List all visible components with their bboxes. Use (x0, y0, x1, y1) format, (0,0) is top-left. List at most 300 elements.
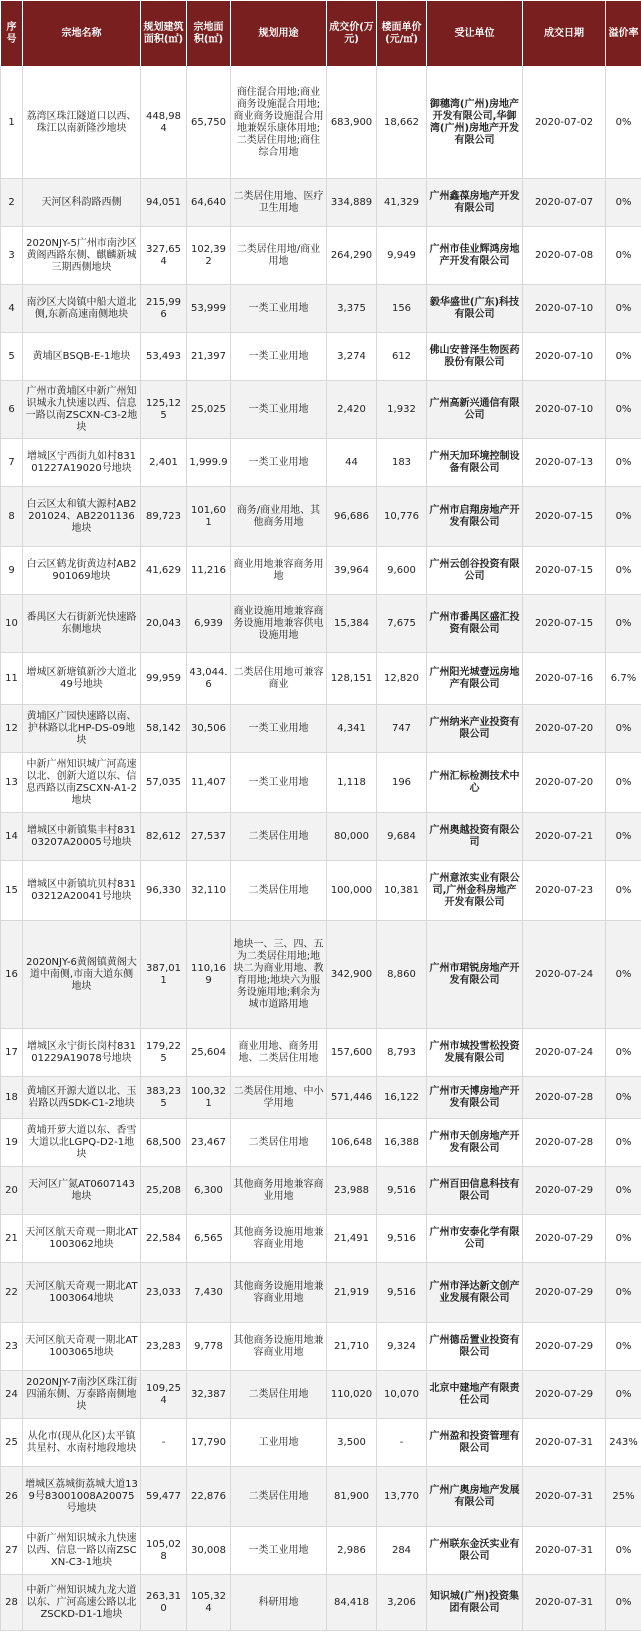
deal-price-cell: 334,889 (327, 179, 377, 227)
deal-date-cell: 2020-07-29 (523, 1215, 606, 1263)
land-name-cell: 增城区中新镇坑贝村83103212A20041号地块 (23, 861, 141, 921)
land-area-cell: 43,044.6 (187, 653, 231, 705)
table-row (1, 487, 641, 547)
deal-price-cell: 3,500 (327, 1419, 377, 1467)
unit-price-cell: 10,776 (377, 487, 427, 547)
planned-area-cell: 327,654 (141, 227, 187, 285)
table-row (1, 547, 641, 595)
planned-use-cell: 商业设施用地兼容商务设施用地兼容供电设施用地 (231, 595, 327, 653)
planned-use-cell: 二类居住用地、医疗卫生用地 (231, 179, 327, 227)
planned-area-cell: 215,996 (141, 285, 187, 333)
premium-rate-cell: 0% (606, 1029, 641, 1077)
planned-use-cell: 一类工业用地 (231, 381, 327, 439)
deal-date-cell: 2020-07-29 (523, 1263, 606, 1323)
row-index: 4 (1, 285, 23, 333)
land-name-cell: 天河区航天奇观一期北AT1003065地块 (23, 1323, 141, 1371)
planned-area-cell: 23,033 (141, 1263, 187, 1323)
row-index: 27 (1, 1527, 23, 1575)
table-row (1, 921, 641, 1029)
premium-rate-cell: 0% (606, 381, 641, 439)
row-index: 2 (1, 179, 23, 227)
planned-area-cell: 96,330 (141, 861, 187, 921)
land-area-cell: 100,321 (187, 1077, 231, 1119)
row-index: 28 (1, 1575, 23, 1631)
planned-use-cell: 商业用地兼容商务用地 (231, 547, 327, 595)
deal-date-cell: 2020-07-02 (523, 67, 606, 179)
planned-area-cell: 82,612 (141, 813, 187, 861)
table-row (1, 813, 641, 861)
table-row (1, 1119, 641, 1167)
land-name-cell: 2020NJY-7南沙区珠江街四涌东侧、万泰路南侧地块 (23, 1371, 141, 1419)
table-row (1, 861, 641, 921)
planned-use-cell: 二类居住用地、中小学用地 (231, 1077, 327, 1119)
deal-date-cell: 2020-07-16 (523, 653, 606, 705)
buyer-cell: 广州市城投雪松投资发展有限公司 (427, 1029, 523, 1077)
land-name-cell: 中新广州知识城九龙大道以东、广河高速公路以北ZSCKD-D1-1地块 (23, 1575, 141, 1631)
unit-price-cell: 156 (377, 285, 427, 333)
planned-use-cell: 一类工业用地 (231, 333, 327, 381)
premium-rate-cell: 0% (606, 487, 641, 547)
unit-price-cell: 16,122 (377, 1077, 427, 1119)
planned-area-cell: 383,235 (141, 1077, 187, 1119)
deal-price-cell: 81,900 (327, 1467, 377, 1527)
unit-price-cell: 1,932 (377, 381, 427, 439)
land-area-cell: 6,300 (187, 1167, 231, 1215)
deal-price-cell: 100,000 (327, 861, 377, 921)
land-area-cell: 32,110 (187, 861, 231, 921)
land-name-cell: 2020NJY-6黄阁镇黄阁大道中南侧,市南大道东侧地块 (23, 921, 141, 1029)
table-row (1, 67, 641, 179)
land-area-cell: 7,430 (187, 1263, 231, 1323)
deal-price-cell: 21,919 (327, 1263, 377, 1323)
premium-rate-cell: 0% (606, 285, 641, 333)
unit-price-cell: 612 (377, 333, 427, 381)
table-row (1, 1263, 641, 1323)
planned-use-cell: 商住混合用地;商业商务设施混合用地;商业商务设施混合用地兼娱乐康体用地;二类居住用地;商住综合用地 (231, 67, 327, 179)
land-area-cell: 6,565 (187, 1215, 231, 1263)
premium-rate-cell: 0% (606, 1371, 641, 1419)
unit-price-cell: 8,793 (377, 1029, 427, 1077)
buyer-cell: 广州天加环境控制设备有限公司 (427, 439, 523, 487)
buyer-cell: 广州高新兴通信有限公司 (427, 381, 523, 439)
deal-date-cell: 2020-07-31 (523, 1575, 606, 1631)
planned-area-cell: 57,035 (141, 753, 187, 813)
unit-price-cell: 41,329 (377, 179, 427, 227)
deal-price-cell: 264,290 (327, 227, 377, 285)
header-premium-rate: 溢价率 (606, 1, 641, 67)
land-name-cell: 2020NJY-5广州市南沙区黄阁西路东侧、麒麟新城三期西侧地块 (23, 227, 141, 285)
land-area-cell: 27,537 (187, 813, 231, 861)
deal-date-cell: 2020-07-10 (523, 285, 606, 333)
premium-rate-cell: 0% (606, 1263, 641, 1323)
land-name-cell: 荔湾区珠江隧道口以西、珠江以南新隆沙地块 (23, 67, 141, 179)
deal-date-cell: 2020-07-21 (523, 813, 606, 861)
land-area-cell: 65,750 (187, 67, 231, 179)
premium-rate-cell: 6.7% (606, 653, 641, 705)
buyer-cell: 广州市珺锐房地产开发有限公司 (427, 921, 523, 1029)
deal-price-cell: 106,648 (327, 1119, 377, 1167)
deal-price-cell: 84,418 (327, 1575, 377, 1631)
buyer-cell: 广州鑫葆房地产开发有限公司 (427, 179, 523, 227)
land-area-cell: 102,392 (187, 227, 231, 285)
premium-rate-cell: 0% (606, 813, 641, 861)
land-name-cell: 白云区鹤龙街黄边村AB2901069地块 (23, 547, 141, 595)
land-name-cell: 黄埔区BSQB-E-1地块 (23, 333, 141, 381)
unit-price-cell: 16,388 (377, 1119, 427, 1167)
deal-date-cell: 2020-07-15 (523, 487, 606, 547)
buyer-cell: 毅华盛世(广东)科技有限公司 (427, 285, 523, 333)
row-index: 10 (1, 595, 23, 653)
row-index: 7 (1, 439, 23, 487)
planned-use-cell: 二类居住用地可兼容商业 (231, 653, 327, 705)
premium-rate-cell: 25% (606, 1467, 641, 1527)
row-index: 17 (1, 1029, 23, 1077)
deal-date-cell: 2020-07-23 (523, 861, 606, 921)
deal-price-cell: 683,900 (327, 67, 377, 179)
header-unit-price: 楼面单价(元/㎡) (377, 1, 427, 67)
land-name-cell: 黄埔区广园快速路以南、护林路以北HP-DS-09地块 (23, 705, 141, 753)
planned-area-cell: 41,629 (141, 547, 187, 595)
premium-rate-cell: 0% (606, 547, 641, 595)
buyer-cell: 御穗湾(广州)房地产开发有限公司,华御湾(广州)房地产开发有限公司 (427, 67, 523, 179)
unit-price-cell: 9,600 (377, 547, 427, 595)
premium-rate-cell: 0% (606, 179, 641, 227)
premium-rate-cell: 0% (606, 1077, 641, 1119)
table-row (1, 595, 641, 653)
deal-date-cell: 2020-07-20 (523, 753, 606, 813)
planned-use-cell: 一类工业用地 (231, 705, 327, 753)
buyer-cell: 广州市安泰化学有限公司 (427, 1215, 523, 1263)
land-area-cell: 22,876 (187, 1467, 231, 1527)
table-row (1, 1527, 641, 1575)
row-index: 20 (1, 1167, 23, 1215)
header-deal-price: 成交价(万元) (327, 1, 377, 67)
planned-area-cell: 179,225 (141, 1029, 187, 1077)
table-row (1, 285, 641, 333)
land-name-cell: 中新广州知识城永九快速以西、信息一路以南ZSCXN-C3-1地块 (23, 1527, 141, 1575)
row-index: 26 (1, 1467, 23, 1527)
row-index: 14 (1, 813, 23, 861)
premium-rate-cell: 0% (606, 1119, 641, 1167)
planned-use-cell: 其他商务用地兼容商业用地 (231, 1167, 327, 1215)
planned-area-cell: 263,310 (141, 1575, 187, 1631)
row-index: 24 (1, 1371, 23, 1419)
land-area-cell: 110,169 (187, 921, 231, 1029)
planned-use-cell: 一类工业用地 (231, 753, 327, 813)
planned-use-cell: 商业用地、商务用地、二类居住用地 (231, 1029, 327, 1077)
unit-price-cell: 284 (377, 1527, 427, 1575)
buyer-cell: 广州市启翔房地产开发有限公司 (427, 487, 523, 547)
planned-use-cell: 其他商务设施用地兼容商业用地 (231, 1215, 327, 1263)
land-name-cell: 天河区广氮AT0607143地块 (23, 1167, 141, 1215)
planned-area-cell: 58,142 (141, 705, 187, 753)
planned-use-cell: 一类工业用地 (231, 1527, 327, 1575)
land-name-cell: 增城区荔城街荔城大道139号83001008A20075号地块 (23, 1467, 141, 1527)
row-index: 19 (1, 1119, 23, 1167)
header-planned-use: 规划用途 (231, 1, 327, 67)
planned-area-cell: - (141, 1419, 187, 1467)
row-index: 22 (1, 1263, 23, 1323)
land-area-cell: 30,008 (187, 1527, 231, 1575)
row-index: 8 (1, 487, 23, 547)
land-name-cell: 从化市(现从化区)太平镇共星村、水南村地段地块 (23, 1419, 141, 1467)
deal-date-cell: 2020-07-31 (523, 1419, 606, 1467)
row-index: 23 (1, 1323, 23, 1371)
premium-rate-cell: 0% (606, 67, 641, 179)
planned-area-cell: 53,493 (141, 333, 187, 381)
deal-date-cell: 2020-07-08 (523, 227, 606, 285)
planned-use-cell: 二类居住用地 (231, 813, 327, 861)
deal-date-cell: 2020-07-28 (523, 1119, 606, 1167)
deal-price-cell: 571,446 (327, 1077, 377, 1119)
premium-rate-cell: 243% (606, 1419, 641, 1467)
premium-rate-cell: 0% (606, 753, 641, 813)
land-name-cell: 黄埔区开源大道以北、玉岩路以西SDK-C1-2地块 (23, 1077, 141, 1119)
deal-date-cell: 2020-07-24 (523, 921, 606, 1029)
row-index: 5 (1, 333, 23, 381)
buyer-cell: 广州市番禺区盛汇投资有限公司 (427, 595, 523, 653)
unit-price-cell: 196 (377, 753, 427, 813)
land-area-cell: 25,025 (187, 381, 231, 439)
deal-price-cell: 23,988 (327, 1167, 377, 1215)
unit-price-cell: 12,820 (377, 653, 427, 705)
unit-price-cell: 747 (377, 705, 427, 753)
row-index: 25 (1, 1419, 23, 1467)
deal-date-cell: 2020-07-28 (523, 1077, 606, 1119)
deal-date-cell: 2020-07-15 (523, 595, 606, 653)
deal-price-cell: 44 (327, 439, 377, 487)
deal-date-cell: 2020-07-31 (523, 1467, 606, 1527)
buyer-cell: 广州市天创房地产开发有限公司 (427, 1119, 523, 1167)
header-buyer: 受让单位 (427, 1, 523, 67)
land-area-cell: 105,324 (187, 1575, 231, 1631)
deal-price-cell: 21,710 (327, 1323, 377, 1371)
buyer-cell: 广州云创谷投资有限公司 (427, 547, 523, 595)
planned-use-cell: 二类居住用地 (231, 1371, 327, 1419)
planned-use-cell: 其他商务设施用地兼容商业用地 (231, 1323, 327, 1371)
row-index: 18 (1, 1077, 23, 1119)
planned-area-cell: 94,051 (141, 179, 187, 227)
table-row (1, 705, 641, 753)
row-index: 13 (1, 753, 23, 813)
planned-use-cell: 商务/商业用地、其他商务用地 (231, 487, 327, 547)
planned-use-cell: 工业用地 (231, 1419, 327, 1467)
land-name-cell: 增城区宁西街九如村83101227A19020号地块 (23, 439, 141, 487)
planned-area-cell: 22,584 (141, 1215, 187, 1263)
premium-rate-cell: 0% (606, 861, 641, 921)
deal-date-cell: 2020-07-29 (523, 1323, 606, 1371)
land-area-cell: 21,397 (187, 333, 231, 381)
land-area-cell: 53,999 (187, 285, 231, 333)
land-name-cell: 天河区航天奇观一期北AT1003062地块 (23, 1215, 141, 1263)
planned-use-cell: 地块一、三、四、五为二类居住用地;地块二为商业用地、教育用地;地块六为服务设施用地;剩余为城市道路用地 (231, 921, 327, 1029)
planned-area-cell: 125,125 (141, 381, 187, 439)
planned-use-cell: 二类居住用地/商业用地 (231, 227, 327, 285)
buyer-cell: 广州奥越投资有限公司 (427, 813, 523, 861)
land-area-cell: 64,640 (187, 179, 231, 227)
row-index: 21 (1, 1215, 23, 1263)
buyer-cell: 广州市泽达新文创产业发展有限公司 (427, 1263, 523, 1323)
unit-price-cell: 3,206 (377, 1575, 427, 1631)
buyer-cell: 广州盈和投资管理有限公司 (427, 1419, 523, 1467)
header-row (1, 1, 641, 67)
deal-price-cell: 110,020 (327, 1371, 377, 1419)
buyer-cell: 佛山安普泽生物医药股份有限公司 (427, 333, 523, 381)
land-area-cell: 6,939 (187, 595, 231, 653)
table-row (1, 653, 641, 705)
header-deal-date: 成交日期 (523, 1, 606, 67)
table-row (1, 1323, 641, 1371)
land-area-cell: 23,467 (187, 1119, 231, 1167)
deal-date-cell: 2020-07-13 (523, 439, 606, 487)
table-row (1, 439, 641, 487)
deal-price-cell: 39,964 (327, 547, 377, 595)
deal-price-cell: 1,118 (327, 753, 377, 813)
planned-area-cell: 20,043 (141, 595, 187, 653)
planned-area-cell: 99,959 (141, 653, 187, 705)
deal-price-cell: 2,420 (327, 381, 377, 439)
land-name-cell: 增城区中新镇集丰村83103207A20005号地块 (23, 813, 141, 861)
buyer-cell: 广州联东金沃实业有限公司 (427, 1527, 523, 1575)
unit-price-cell: 8,860 (377, 921, 427, 1029)
header-index: 序号 (1, 1, 23, 67)
table-row (1, 381, 641, 439)
buyer-cell: 广州百田信息科技有限公司 (427, 1167, 523, 1215)
deal-price-cell: 157,600 (327, 1029, 377, 1077)
land-name-cell: 白云区太和镇大源村AB2201024、AB2201136地块 (23, 487, 141, 547)
buyer-cell: 知识城(广州)投资集团有限公司 (427, 1575, 523, 1631)
row-index: 9 (1, 547, 23, 595)
buyer-cell: 广州汇标检测技术中心 (427, 753, 523, 813)
unit-price-cell: 9,684 (377, 813, 427, 861)
land-area-cell: 101,601 (187, 487, 231, 547)
planned-area-cell: 2,401 (141, 439, 187, 487)
table-row (1, 227, 641, 285)
land-name-cell: 南沙区大岗镇中船大道北侧,东新高速南侧地块 (23, 285, 141, 333)
land-name-cell: 中新广州知识城广河高速以北、创新大道以东、信息西路以南ZSCXN-A1-2地块 (23, 753, 141, 813)
planned-use-cell: 二类居住用地 (231, 1119, 327, 1167)
deal-date-cell: 2020-07-31 (523, 1527, 606, 1575)
planned-area-cell: 68,500 (141, 1119, 187, 1167)
deal-price-cell: 128,151 (327, 653, 377, 705)
premium-rate-cell: 0% (606, 921, 641, 1029)
deal-price-cell: 15,384 (327, 595, 377, 653)
table-row (1, 1467, 641, 1527)
deal-date-cell: 2020-07-10 (523, 381, 606, 439)
land-name-cell: 天河区科韵路西侧 (23, 179, 141, 227)
deal-price-cell: 3,375 (327, 285, 377, 333)
buyer-cell: 广州市佳业辉鸿房地产开发有限公司 (427, 227, 523, 285)
deal-date-cell: 2020-07-24 (523, 1029, 606, 1077)
planned-area-cell: 89,723 (141, 487, 187, 547)
planned-area-cell: 25,208 (141, 1167, 187, 1215)
premium-rate-cell: 0% (606, 1527, 641, 1575)
planned-area-cell: 105,028 (141, 1527, 187, 1575)
planned-area-cell: 109,254 (141, 1371, 187, 1419)
land-area-cell: 9,778 (187, 1323, 231, 1371)
unit-price-cell: 9,516 (377, 1167, 427, 1215)
premium-rate-cell: 0% (606, 333, 641, 381)
row-index: 3 (1, 227, 23, 285)
deal-date-cell: 2020-07-15 (523, 547, 606, 595)
buyer-cell: 广州意浓实业有限公司,广州金科房地产开发有限公司 (427, 861, 523, 921)
buyer-cell: 广州德岳置业投资有限公司 (427, 1323, 523, 1371)
table-row (1, 1077, 641, 1119)
row-index: 11 (1, 653, 23, 705)
premium-rate-cell: 0% (606, 1323, 641, 1371)
premium-rate-cell: 0% (606, 1167, 641, 1215)
table-row (1, 1419, 641, 1467)
row-index: 12 (1, 705, 23, 753)
buyer-cell: 广州纳米产业投资有限公司 (427, 705, 523, 753)
planned-use-cell: 一类工业用地 (231, 439, 327, 487)
unit-price-cell: 9,949 (377, 227, 427, 285)
premium-rate-cell: 0% (606, 1575, 641, 1631)
planned-use-cell: 科研用地 (231, 1575, 327, 1631)
table-row (1, 1575, 641, 1631)
deal-date-cell: 2020-07-20 (523, 705, 606, 753)
land-name-cell: 黄埔开萝大道以东、香雪大道以北LGPQ-D2-1地块 (23, 1119, 141, 1167)
deal-date-cell: 2020-07-29 (523, 1371, 606, 1419)
land-area-cell: 1,999.9 (187, 439, 231, 487)
buyer-cell: 广州阳光城壹远房地产有限公司 (427, 653, 523, 705)
unit-price-cell: 183 (377, 439, 427, 487)
deal-price-cell: 4,341 (327, 705, 377, 753)
deal-price-cell: 80,000 (327, 813, 377, 861)
buyer-cell: 广州广奥房地产发展有限公司 (427, 1467, 523, 1527)
deal-price-cell: 96,686 (327, 487, 377, 547)
table-row (1, 1371, 641, 1419)
planned-area-cell: 387,011 (141, 921, 187, 1029)
buyer-cell: 北京中建地产有限责任公司 (427, 1371, 523, 1419)
unit-price-cell: 10,070 (377, 1371, 427, 1419)
unit-price-cell: 18,662 (377, 67, 427, 179)
header-planned-area: 规划建筑面积(㎡) (141, 1, 187, 67)
planned-use-cell: 二类居住用地 (231, 861, 327, 921)
deal-price-cell: 21,491 (327, 1215, 377, 1263)
land-name-cell: 广州市黄埔区中新广州知识城永九快速以西、信息一路以南ZSCXN-C3-2地块 (23, 381, 141, 439)
deal-price-cell: 3,274 (327, 333, 377, 381)
table-row (1, 179, 641, 227)
land-name-cell: 番禺区大石街新光快速路东侧地块 (23, 595, 141, 653)
land-area-cell: 30,506 (187, 705, 231, 753)
planned-use-cell: 二类居住用地 (231, 1467, 327, 1527)
buyer-cell: 广州市天博房地产开发有限公司 (427, 1077, 523, 1119)
deal-date-cell: 2020-07-07 (523, 179, 606, 227)
planned-use-cell: 其他商务设施用地兼容商业用地 (231, 1263, 327, 1323)
land-area-cell: 17,790 (187, 1419, 231, 1467)
premium-rate-cell: 0% (606, 705, 641, 753)
land-area-cell: 32,387 (187, 1371, 231, 1419)
land-area-cell: 11,216 (187, 547, 231, 595)
row-index: 16 (1, 921, 23, 1029)
planned-use-cell: 一类工业用地 (231, 285, 327, 333)
table-row (1, 753, 641, 813)
deal-price-cell: 2,986 (327, 1527, 377, 1575)
header-land-area: 宗地面积(㎡) (187, 1, 231, 67)
deal-date-cell: 2020-07-29 (523, 1167, 606, 1215)
header-land-name: 宗地名称 (23, 1, 141, 67)
planned-area-cell: 23,283 (141, 1323, 187, 1371)
land-name-cell: 增城区永宁街长岗村83101229A19078号地块 (23, 1029, 141, 1077)
unit-price-cell: - (377, 1419, 427, 1467)
premium-rate-cell: 0% (606, 227, 641, 285)
premium-rate-cell: 0% (606, 1215, 641, 1263)
unit-price-cell: 13,770 (377, 1467, 427, 1527)
land-name-cell: 天河区航天奇观一期北AT1003064地块 (23, 1263, 141, 1323)
land-name-cell: 增城区新塘镇新沙大道北49号地块 (23, 653, 141, 705)
row-index: 15 (1, 861, 23, 921)
